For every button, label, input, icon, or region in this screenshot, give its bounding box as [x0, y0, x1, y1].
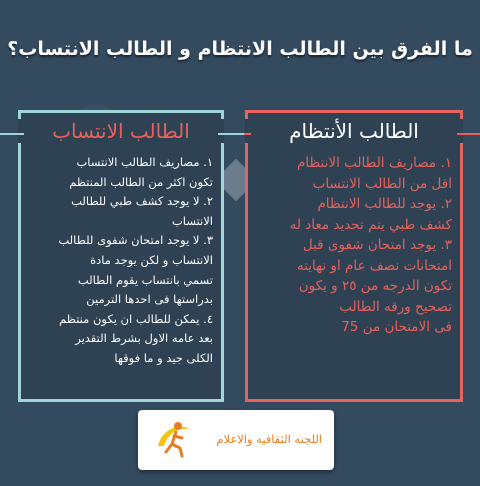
- regular-line: كشف طبي يتم تحديد معاد له: [289, 216, 452, 233]
- regular-line: ١. مصاريف الطالب الانتظام: [297, 155, 452, 171]
- footer-badge: [138, 410, 334, 470]
- regular-student-heading: [245, 119, 463, 143]
- heading-line-right: [218, 133, 244, 135]
- regular-student-text: [256, 153, 452, 391]
- regular-line: ٢. يوجد للطالب الانتظام: [317, 196, 452, 212]
- person-running-icon: [152, 416, 196, 462]
- regular-heading-text: الطالب الأنتظام: [289, 119, 419, 143]
- affiliate-line: ١. مصاريف الطالب الانتساب: [76, 155, 213, 169]
- heading-line-right: [457, 133, 480, 135]
- regular-student-panel: [245, 110, 463, 402]
- affiliate-line: بعد عامه الاول بشرط التقدير: [75, 331, 213, 346]
- affiliate-line: تكون اكثر من الطالب المنتظم: [69, 174, 213, 189]
- affiliate-line: تسمي بانتساب يقوم الطالب: [77, 272, 213, 287]
- heading-line-left: [0, 133, 24, 135]
- page-title: ما الفرق بين الطالب الانتظام و الطالب الانتساب؟: [7, 38, 473, 60]
- regular-line: امتحانات نصف عام او نهايته: [296, 257, 452, 274]
- regular-line: فى الامتحان من 75: [341, 319, 452, 335]
- regular-line: ٣. يوجد امتحان شفوى قبل: [302, 237, 452, 253]
- footer-label: اللجنه الثقافيه والاعلام: [216, 432, 322, 446]
- affiliate-line: الانتساب و لكن يوجد مادة: [90, 252, 213, 267]
- affiliate-line: ٤. يمكن للطالب ان يكون منتظم: [59, 311, 213, 326]
- affiliate-line: ٢. لا يوجد كشف طبي للطالب: [71, 194, 213, 209]
- regular-line: تكون الدرجه من ٢٥ و يكون: [298, 278, 452, 294]
- affiliate-student-panel: [18, 110, 224, 402]
- affiliate-line: بدراستها فى احدها الترمين: [86, 292, 213, 307]
- regular-line: تصحيح ورقه الطالب: [339, 298, 452, 315]
- affiliate-student-heading: [18, 119, 224, 143]
- affiliate-student-text: [29, 153, 213, 391]
- regular-line: اقل من الطالب الانتساب: [312, 175, 452, 192]
- affiliate-heading-text: الطالب الانتساب: [52, 119, 190, 143]
- affiliate-line: ٣. لا يوجد امتحان شفوى للطالب: [58, 233, 213, 248]
- affiliate-line: الانتساب: [171, 213, 213, 228]
- affiliate-line: الكلى جيد و ما فوقها: [114, 350, 213, 365]
